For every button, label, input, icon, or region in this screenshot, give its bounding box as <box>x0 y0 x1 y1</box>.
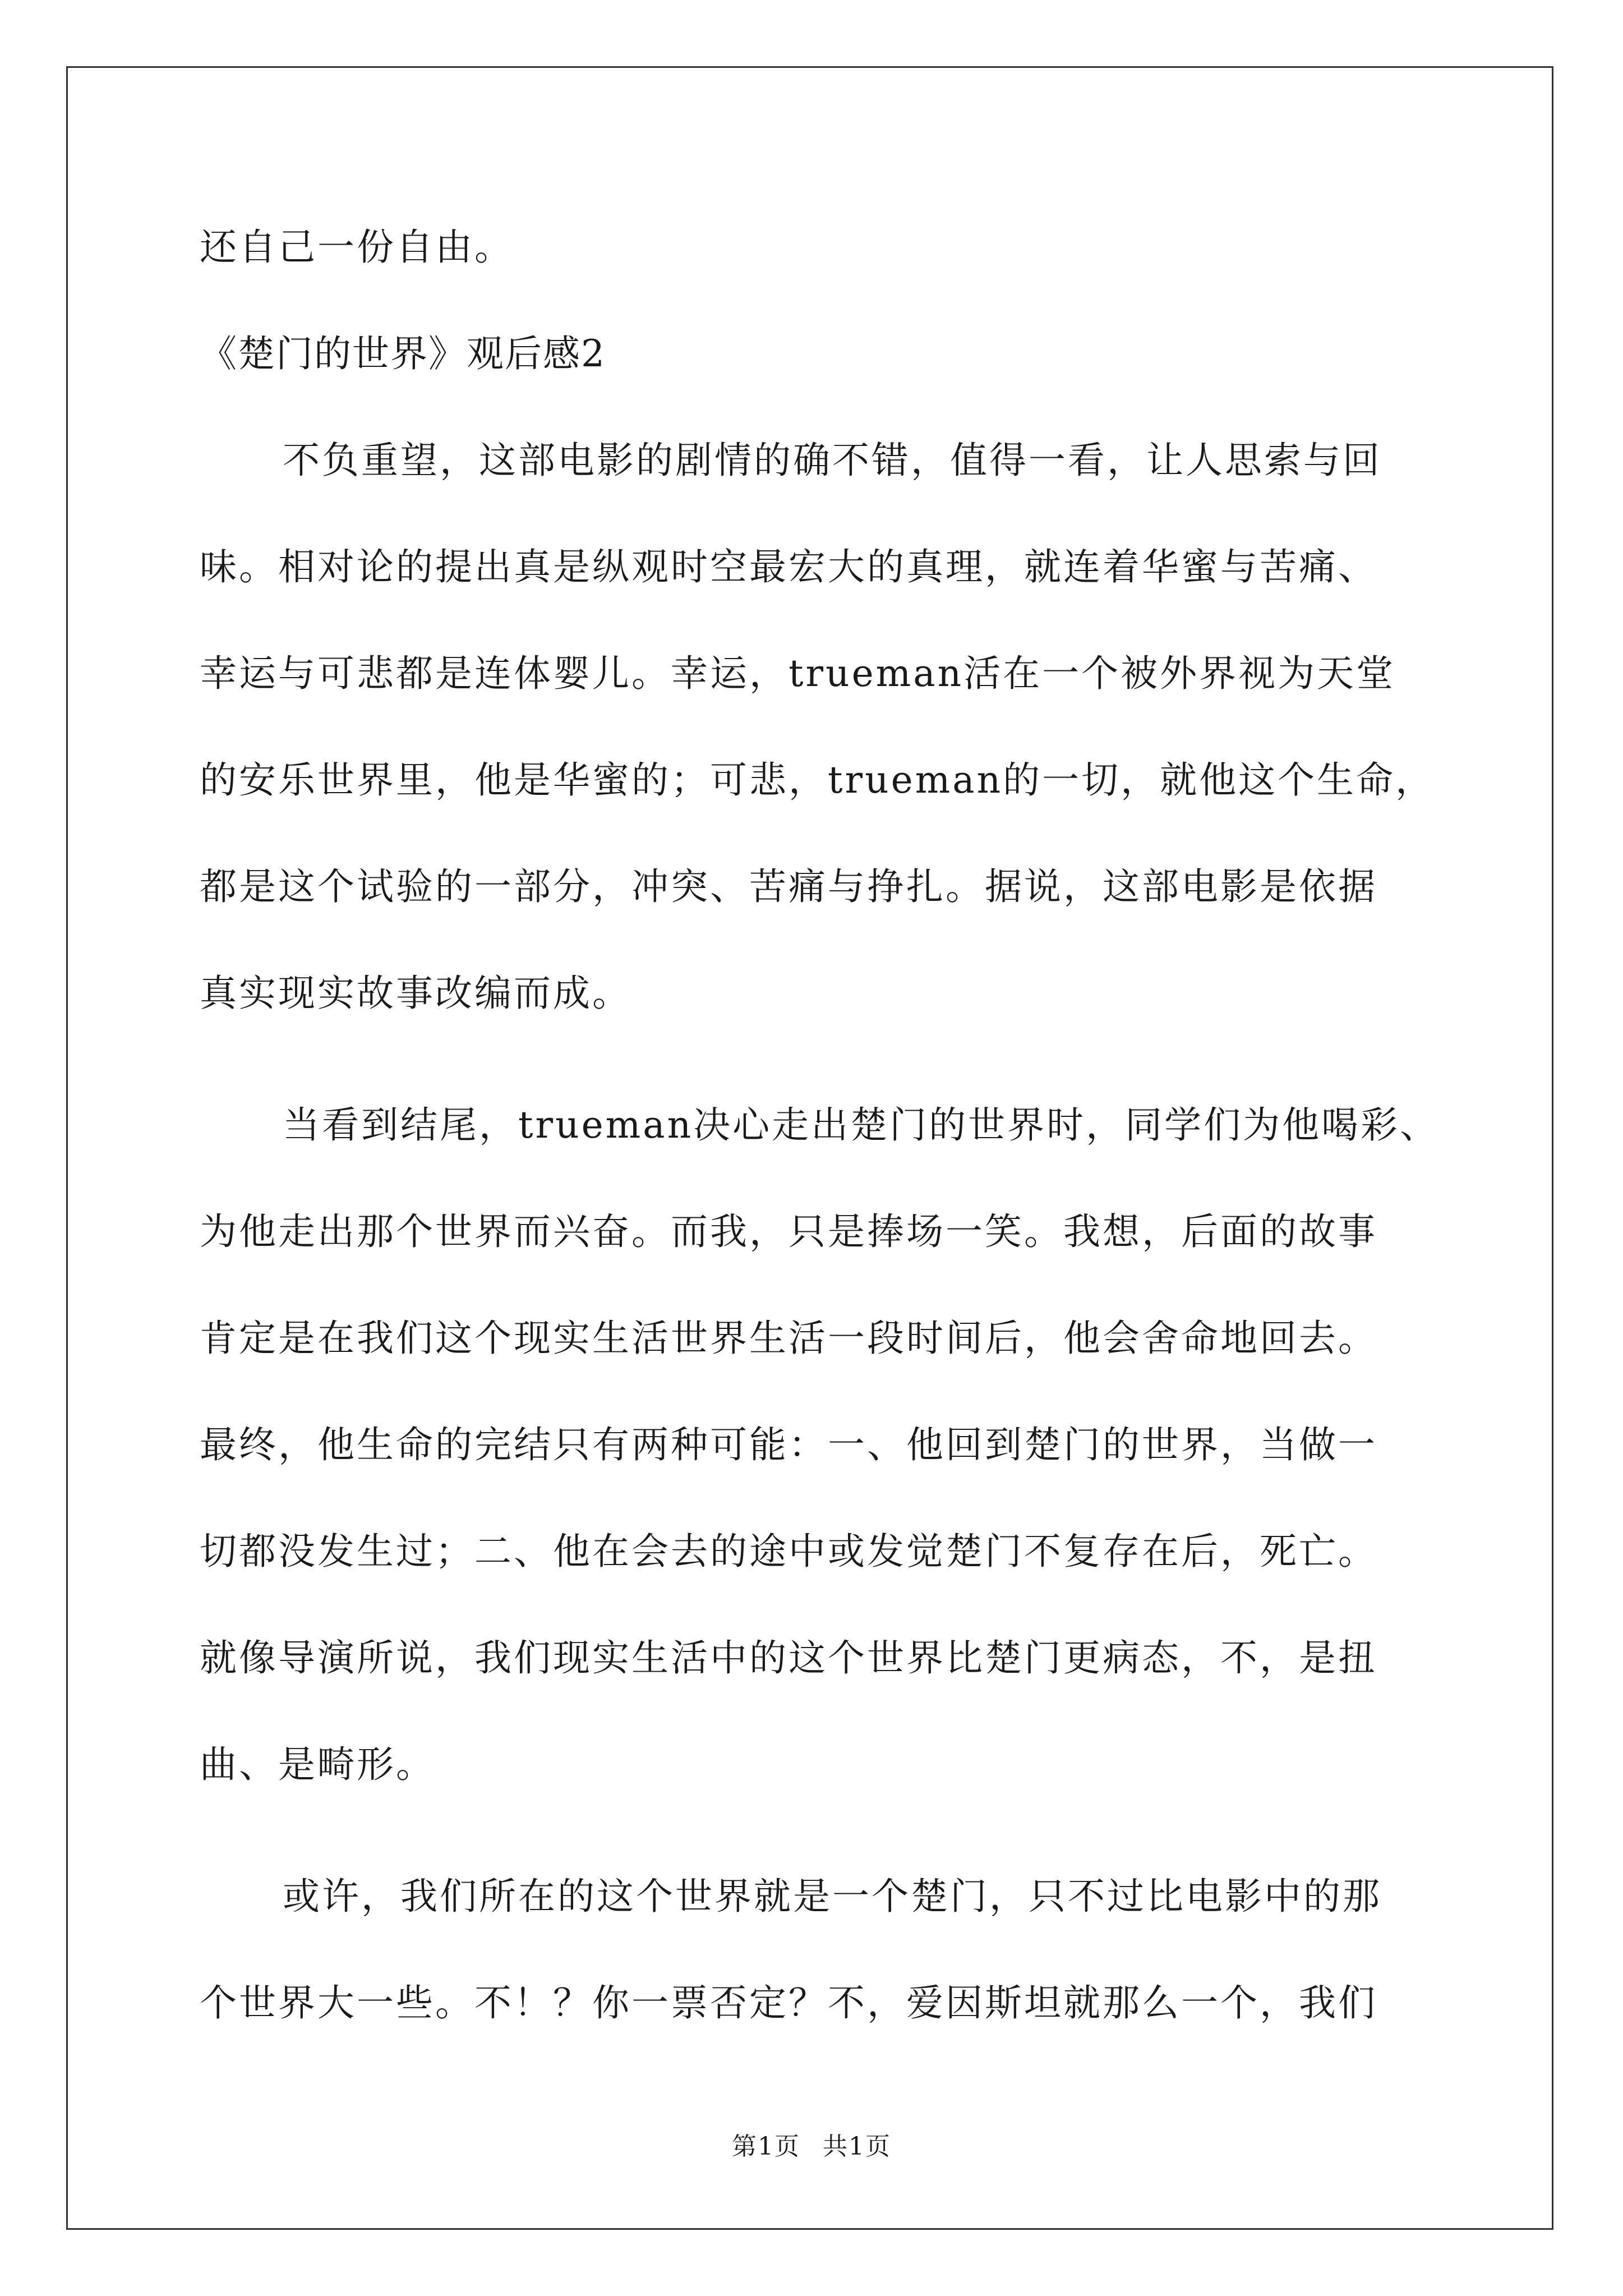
text-line: 曲、是畸形。 <box>200 1743 435 1786</box>
text-line: 不负重望，这部电影的剧情的确不错，值得一看，让人思索与回 <box>283 439 1382 482</box>
paragraph-gap <box>200 1064 1439 1089</box>
text-line: 还自己一份自由。 <box>200 226 514 269</box>
text-line: 最终，他生命的完结只有两种可能：一、他回到楚门的世界，当做一 <box>200 1423 1377 1466</box>
page-total: 共1页 <box>823 2132 891 2161</box>
text-line: 或许，我们所在的这个世界就是一个楚门，只不过比电影中的那 <box>283 1875 1382 1918</box>
text-line: 的安乐世界里，他是华蜜的；可悲，trueman的一切，就他这个生命， <box>200 758 1435 802</box>
text-line: 都是这个试验的一部分，冲突、苦痛与挣扎。据说，这部电影是依据 <box>200 865 1377 908</box>
paragraph-gap <box>200 1835 1439 1860</box>
page-number: 第1页 <box>732 2132 800 2161</box>
text-line: 为他走出那个世界而兴奋。而我，只是捧场一笑。我想，后面的故事 <box>200 1210 1377 1253</box>
text-line: 肯定是在我们这个现实生活世界生活一段时间后，他会舍命地回去。 <box>200 1317 1377 1360</box>
section-title: 《楚门的世界》观后感2 <box>200 332 606 375</box>
text-line: 就像导演所说，我们现实生活中的这个世界比楚门更病态，不，是扭 <box>200 1636 1377 1680</box>
document-body <box>200 211 1439 2073</box>
text-line: 当看到结尾，trueman决心走出楚门的世界时，同学们为他喝彩、 <box>283 1103 1440 1147</box>
page-footer <box>0 2126 1623 2162</box>
text-line: 切都没发生过；二、他在会去的途中或发觉楚门不复存在后，死亡。 <box>200 1530 1377 1573</box>
text-line: 真实现实故事改编而成。 <box>200 972 631 1015</box>
text-line: 个世界大一些。不！？你一票否定？不，爱因斯坦就那么一个，我们 <box>200 1981 1377 2024</box>
text-line: 幸运与可悲都是连体婴儿。幸运，trueman活在一个被外界视为天堂 <box>200 652 1396 695</box>
text-line: 味。相对论的提出真是纵观时空最宏大的真理，就连着华蜜与苦痛、 <box>200 545 1377 588</box>
